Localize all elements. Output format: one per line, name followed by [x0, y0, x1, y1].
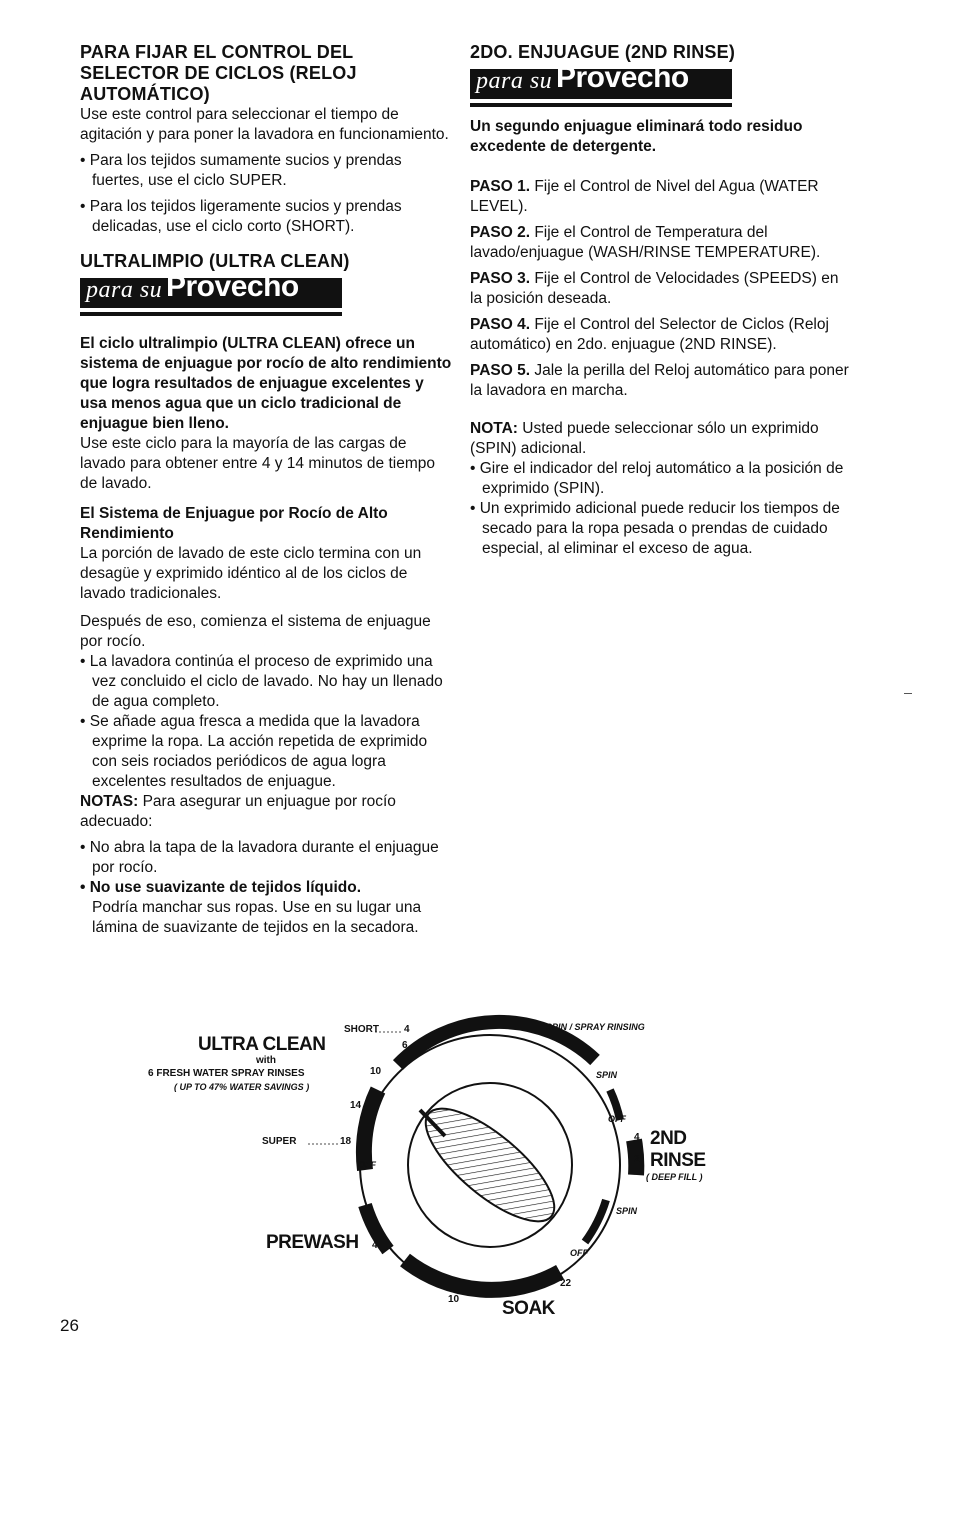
note-label: NOTA: — [470, 420, 518, 437]
label-spin: SPIN — [616, 1206, 638, 1216]
step-text: Fije el Control de Temperatura del lavado/enjuague (WASH/RINSE TEMPERATURE). — [470, 224, 821, 261]
label-18: 18 — [340, 1136, 352, 1147]
label-2nd: 2ND — [650, 1128, 687, 1149]
label-off: OFF — [608, 1114, 626, 1124]
para-su-provecho-logo — [80, 270, 342, 316]
label-water-savings: ( UP TO 47% WATER SAVINGS ) — [174, 1082, 310, 1092]
bullet-item: • No abra la tapa de la lavadora durante el enjuague por rocío. — [80, 839, 439, 876]
arc-spin-2 — [585, 1200, 606, 1242]
step-label: PASO 5. — [470, 362, 531, 379]
paragraph: Use este control para seleccionar el tiempo de agitación y para poner la lavadora en funcionamiento. — [80, 106, 449, 143]
cycle-selector-dial — [140, 1010, 780, 1330]
left-column — [80, 42, 452, 938]
heading-second-rinse: 2DO. ENJUAGUE (2ND RINSE) — [470, 42, 736, 62]
label-10: 10 — [448, 1294, 460, 1305]
step-4 — [470, 315, 850, 355]
label-6: 6 — [402, 1040, 408, 1051]
label-4: 4 — [634, 1132, 640, 1143]
step-text: Fije el Control de Nivel del Agua (WATER LEVEL). — [470, 178, 819, 215]
bullet-item-bold: • No use suavizante de tejidos líquido. — [80, 879, 362, 896]
arc-soak — [405, 1260, 560, 1290]
label-prewash: PREWASH — [266, 1232, 359, 1253]
step-label: PASO 1. — [470, 178, 531, 195]
step-1 — [470, 177, 850, 217]
label-spin-spray-rinsing: SPIN / SPRAY RINSING — [546, 1022, 645, 1032]
label-off: OFF — [358, 1160, 376, 1170]
label-2: 2 — [634, 1154, 640, 1165]
label-rinse: RINSE — [650, 1150, 706, 1171]
heading-ultra-clean: ULTRALIMPIO (ULTRA CLEAN) — [80, 251, 350, 271]
step-3 — [470, 269, 850, 309]
second-rinse-intro: Un segundo enjuague eliminará todo residuo excedente de detergente. — [470, 118, 803, 155]
label-deep-fill: ( DEEP FILL ) — [646, 1172, 703, 1182]
label-4: 4 — [404, 1024, 410, 1035]
label-10: 10 — [370, 1066, 382, 1077]
right-column — [470, 42, 850, 559]
logo-text-provecho: Provecho — [166, 270, 299, 303]
bullet-item: • Para los tejidos sumamente sucios y prendas fuertes, use el ciclo SUPER. — [80, 152, 402, 189]
paragraph: Use este ciclo para la mayoría de las cargas de lavado para obtener entre 4 y 14 minutos de tiempo de lavado. — [80, 435, 436, 492]
page-number: 26 — [60, 1316, 79, 1335]
notes-label: NOTAS: — [80, 793, 139, 810]
logo-text-provecho: Provecho — [556, 61, 689, 94]
paragraph: Después de eso, comienza el sistema de enjuague por rocío. — [80, 613, 431, 650]
bullet-item: • Para los tejidos ligeramente sucios y prendas delicadas, use el ciclo corto (SHORT). — [80, 198, 402, 235]
margin-mark — [904, 693, 912, 694]
label-fresh-rinses: 6 FRESH WATER SPRAY RINSES — [148, 1068, 305, 1079]
note-text: Usted puede seleccionar sólo un exprimido (SPIN) adicional. — [470, 420, 819, 457]
subheading-spray-rinse: El Sistema de Enjuague por Rocío de Alto Rendimiento — [80, 505, 388, 542]
paragraph: La porción de lavado de este ciclo termina con un desagüe y exprimido idéntico al de los ciclos de lavado tradicionales. — [80, 545, 422, 602]
label-14: 14 — [350, 1100, 362, 1111]
step-text: Fije el Control de Velocidades (SPEEDS) en la posición deseada. — [470, 270, 839, 307]
step-text: Jale la perilla del Reloj automático para poner la lavadora en marcha. — [470, 362, 849, 399]
arc-super — [364, 1090, 378, 1170]
logo-text-para-su: para su — [476, 68, 553, 94]
label-4: 4 — [372, 1240, 378, 1251]
bullet-item: • Se añade agua fresca a medida que la lavadora exprime la ropa. La acción repetida de exprimido con seis rociados periódicos de agua logra excelentes resultados de enjuague. — [80, 713, 428, 790]
ultra-clean-intro: El ciclo ultralimpio (ULTRA CLEAN) ofrece un sistema de enjuague por rocío de alto rendimiento que logra resultados de enjuague excelentes y usa menos agua que un ciclo tradicional de enjuague bien lleno. — [80, 335, 452, 432]
step-label: PASO 2. — [470, 224, 531, 241]
logo-text-para-su: para su — [86, 277, 163, 303]
step-2 — [470, 223, 850, 263]
para-su-provecho-logo — [470, 61, 732, 107]
bullet-item: • La lavadora continúa el proceso de exprimido una vez concluido el ciclo de lavado. No hay un llenado de agua completo. — [80, 653, 443, 710]
step-label: PASO 4. — [470, 316, 531, 333]
paragraph: Podría manchar sus ropas. Use en su lugar una lámina de suavizante de tejidos en la secadora. — [92, 899, 422, 936]
notes-paragraph — [80, 792, 452, 832]
label-spin: SPIN — [596, 1070, 618, 1080]
bullet-item: • Gire el indicador del reloj automático a la posición de exprimido (SPIN). — [470, 460, 844, 497]
label-soak: SOAK — [502, 1298, 555, 1319]
heading-cycle-selector: PARA FIJAR EL CONTROL DEL SELECTOR DE CICLOS (RELOJ AUTOMÁTICO) — [80, 42, 357, 104]
label-ultra-clean: ULTRA CLEAN — [198, 1034, 326, 1055]
label-with: with — [256, 1055, 276, 1066]
step-5 — [470, 361, 850, 401]
note-paragraph — [470, 419, 850, 459]
label-short: SHORT — [344, 1024, 379, 1035]
step-text: Fije el Control del Selector de Ciclos (Reloj automático) en 2do. enjuague (2ND RINSE). — [470, 316, 829, 353]
notes-text: Para asegurar un enjuague por rocío adecuado: — [80, 793, 396, 830]
label-off: OFF — [570, 1248, 588, 1258]
label-super: SUPER — [262, 1136, 297, 1147]
bullet-item: • Un exprimido adicional puede reducir los tiempos de secado para la ropa pesada o prendas de cuidado especial, al eliminar el exceso de agua. — [470, 500, 840, 557]
label-22: 22 — [560, 1278, 572, 1289]
step-label: PASO 3. — [470, 270, 531, 287]
